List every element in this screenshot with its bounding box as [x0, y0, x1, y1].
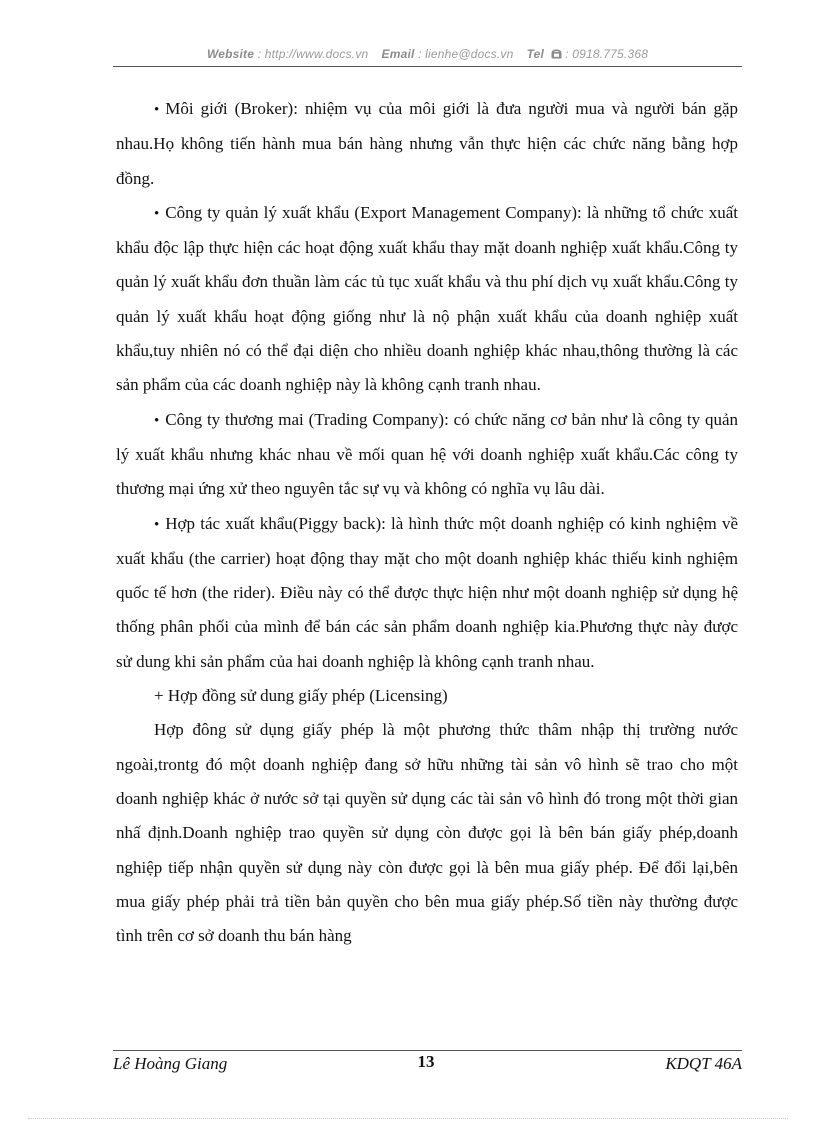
email-address: : lienhe@docs.vn — [418, 47, 514, 61]
website-label: Website — [206, 47, 255, 61]
bullet-icon: • — [154, 205, 160, 222]
bullet-icon: • — [154, 412, 160, 429]
paragraph-text: Công ty quản lý xuất khẩu (Export Management Company): là những tổ chức xuất khẩu độc lập thực hiện các hoạt động xuất khẩu thay mặt doanh nghiệp xuất khẩu.Công ty quản lý xuất khẩu đơn thuần làm các tủ tục xuất khẩu và thu phí dịch vụ xuất khẩu.Công ty quản lý xuất khẩu hoạt động giống như là nộ phận xuất khẩu của doanh nghiệp xuất khẩu,tuy nhiên nó có thể đại diện cho nhiều doanh nghiệp khác nhau,thông thường là các sản phẩm của các doanh nghiệp này là không cạnh tranh nhau. — [116, 202, 738, 395]
phone-icon — [551, 49, 562, 59]
paragraph-text: Môi giới (Broker): nhiệm vụ của môi giới là đưa người mua và người bán gặp nhau.Họ không tiến hành mua bán hàng nhưng vẫn thực hiện các chức năng bằng hợp đồng. — [116, 99, 738, 188]
paragraph-text: Hợp tác xuất khẩu(Piggy back): là hình thức một doanh nghiệp có kinh nghiệm về xuất khẩu (the carrier) hoạt động thay mặt cho một doanh nghiệp khác thiếu kinh nghiệm quốc tế hơn (the rider). Điều này có thể được thực hiện như một doanh nghiệp sử dụng hệ thống phân phối của mình để bán các sản phẩm doanh nghiệp kia.Phương thực này được sử dung khi sản phẩm của hai doanh nghiệp là không cạnh tranh nhau. — [116, 513, 738, 671]
bullet-paragraph-trading-company — [116, 403, 738, 507]
section-heading-licensing: + Hợp đồng sử dung giấy phép (Licensing) — [154, 686, 448, 706]
footer-divider — [113, 1050, 742, 1051]
header-divider — [113, 66, 742, 67]
tel-label: Tel — [526, 47, 545, 61]
bullet-icon: • — [154, 102, 160, 118]
bullet-icon: • — [154, 516, 160, 533]
paragraph-licensing: Hợp đông sử dụng giấy phép là một phương thức thâm nhập thị trường nước ngoài,trontg đó một doanh nghiệp đang sở hữu những tài sản vô hình sẽ trao cho một doanh nghiệp khác ở nước sở tại quyền sử dụng các tài sản vô hình đó trong một thời gian nhấ định.Doanh nghiệp trao quyền sử dụng còn được gọi là bên bán giấy phép,doanh nghiệp tiếp nhận quyền sử dụng này còn được gọi là bên mua giấy phép. Để đổi lại,bên mua giấy phép phải trả tiền bản quyền cho bên mua giấy phép.Số tiền này thường được tình trên cơ sở doanh thu bán hàng — [116, 720, 738, 946]
page-boundary — [28, 1118, 788, 1119]
document-body — [116, 92, 738, 953]
page-header — [113, 47, 742, 61]
website-url: : http://www.docs.vn — [257, 47, 369, 61]
page-number: 13 — [417, 1052, 435, 1071]
email-label: Email — [381, 47, 415, 61]
footer-class-code: KDQT 46A — [665, 1054, 742, 1073]
tel-number: : 0918.775.368 — [565, 47, 649, 61]
bullet-paragraph-export-management — [116, 196, 738, 403]
bullet-paragraph-broker — [116, 92, 738, 196]
paragraph-text: Công ty thương mai (Trading Company): có chức năng cơ bản như là công ty quản lý xuất khẩu nhưng khác nhau về mối quan hệ với doanh nghiệp xuất khẩu.Các công ty thương mại ứng xử theo nguyên tắc sự vụ và không có nghĩa vụ lâu dài. — [116, 409, 738, 499]
bullet-paragraph-piggy-back — [116, 507, 738, 679]
footer-author: Lê Hoàng Giang — [113, 1054, 228, 1073]
